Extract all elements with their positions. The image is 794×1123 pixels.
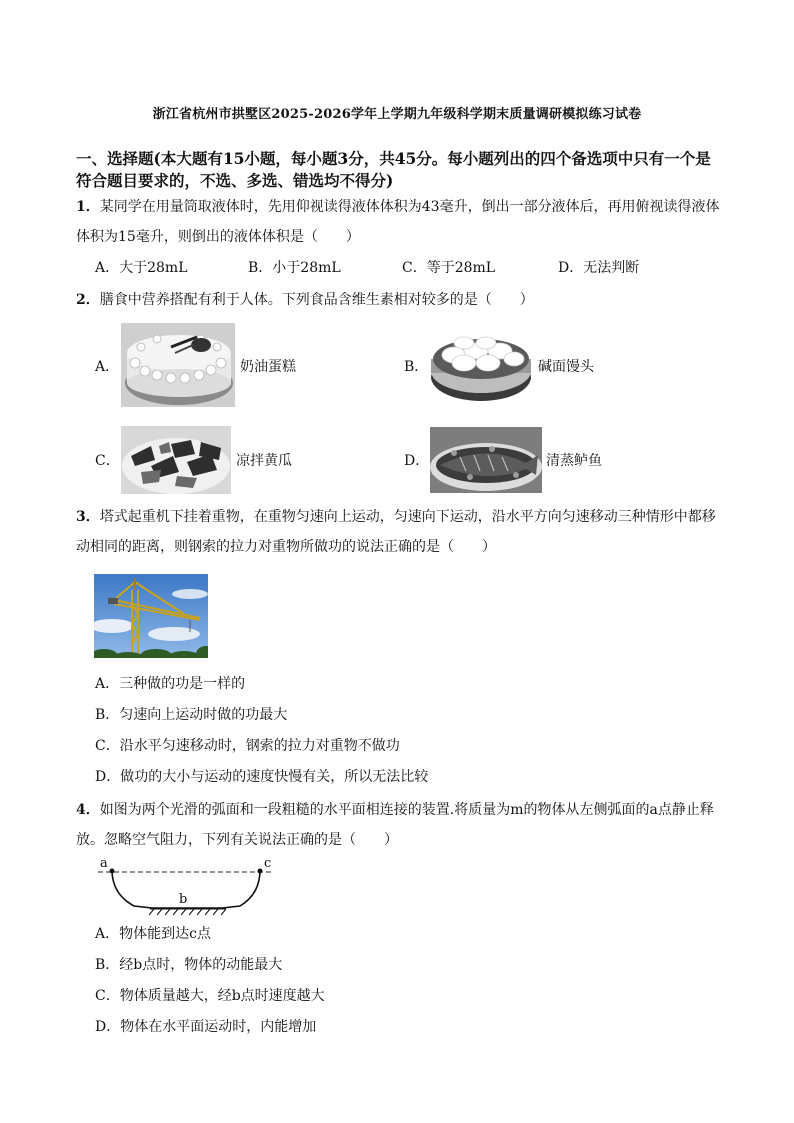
arc-track-diagram xyxy=(94,854,278,916)
q3-option-a: A．三种做的功是一样的 xyxy=(95,676,246,692)
q2-option-a-letter: A． xyxy=(95,359,120,375)
point-c-label: c xyxy=(264,856,272,871)
q3-option-b: B．匀速向上运动时做的功最大 xyxy=(95,707,288,723)
question-text: 如图为两个光滑的弧面和一段粗糙的水平面相连接的装置.将质量为m的物体从左侧弧面的a点静止释放。忽略空气阻力，下列有关说法正确的是（ ） xyxy=(76,802,714,848)
tower-crane-photo xyxy=(94,574,208,658)
q2-option-c-letter: C． xyxy=(95,453,120,469)
question-4 xyxy=(76,795,726,855)
q2-option-d-label: 清蒸鲈鱼 xyxy=(546,453,602,469)
section-heading: 一、选择题(本大题有15小题，每小题3分，共45分。每小题列出的四个备选项中只有一个是符合题目要求的，不选、多选、错选均不得分) xyxy=(76,149,711,190)
q4-option-c: C．物体质量越大，经b点时速度越大 xyxy=(95,988,325,1004)
cream-cake-photo xyxy=(121,323,235,407)
q2-option-d-letter: D． xyxy=(404,453,430,469)
exam-title: 浙江省杭州市拱墅区2025-2026学年上学期九年级科学期末质量调研模拟练习试卷 xyxy=(152,107,642,122)
q2-option-a-label: 奶油蛋糕 xyxy=(240,359,296,375)
q4-option-a: A．物体能到达c点 xyxy=(95,926,211,942)
question-3 xyxy=(76,502,726,562)
point-b-label: b xyxy=(179,892,188,907)
question-1 xyxy=(76,192,726,252)
steamed-buns-photo xyxy=(428,325,534,405)
question-number: 3． xyxy=(76,509,100,525)
q4-option-d: D．物体在水平面运动时，内能增加 xyxy=(95,1019,317,1035)
question-text: 膳食中营养搭配有利于人体。下列食品含维生素相对较多的是（ ） xyxy=(99,292,534,308)
q1-option-c: C．等于28mL xyxy=(402,260,496,276)
question-2 xyxy=(76,285,726,315)
question-number: 4． xyxy=(76,802,100,818)
q3-option-d: D．做功的大小与运动的速度快慢有关，所以无法比较 xyxy=(95,769,429,785)
q3-option-c: C．沿水平匀速移动时，钢索的拉力对重物不做功 xyxy=(95,738,400,754)
q4-option-b: B．经b点时，物体的动能最大 xyxy=(95,957,283,973)
question-text: 塔式起重机下挂着重物，在重物匀速向上运动，匀速向下运动，沿水平方向匀速移动三种情形中都移动相同的距离，则钢索的拉力对重物所做功的说法正确的是（ ） xyxy=(76,509,716,555)
steamed-fish-photo xyxy=(430,427,542,493)
question-number: 1． xyxy=(76,199,100,215)
point-a-label: a xyxy=(100,856,108,871)
q1-option-a: A．大于28mL xyxy=(95,260,188,276)
q2-option-c-label: 凉拌黄瓜 xyxy=(236,453,292,469)
q2-option-b-label: 碱面馒头 xyxy=(538,359,594,375)
q1-option-d: D．无法判断 xyxy=(558,260,640,276)
question-text: 某同学在用量筒取液体时，先用仰视读得液体体积为43毫升，倒出一部分液体后，再用俯视读得液体体积为15毫升，则倒出的液体体积是（ ） xyxy=(76,199,720,245)
question-number: 2． xyxy=(76,292,100,308)
q1-option-b: B．小于28mL xyxy=(248,260,341,276)
cucumber-salad-photo xyxy=(121,426,231,494)
q2-option-b-letter: B． xyxy=(404,359,429,375)
